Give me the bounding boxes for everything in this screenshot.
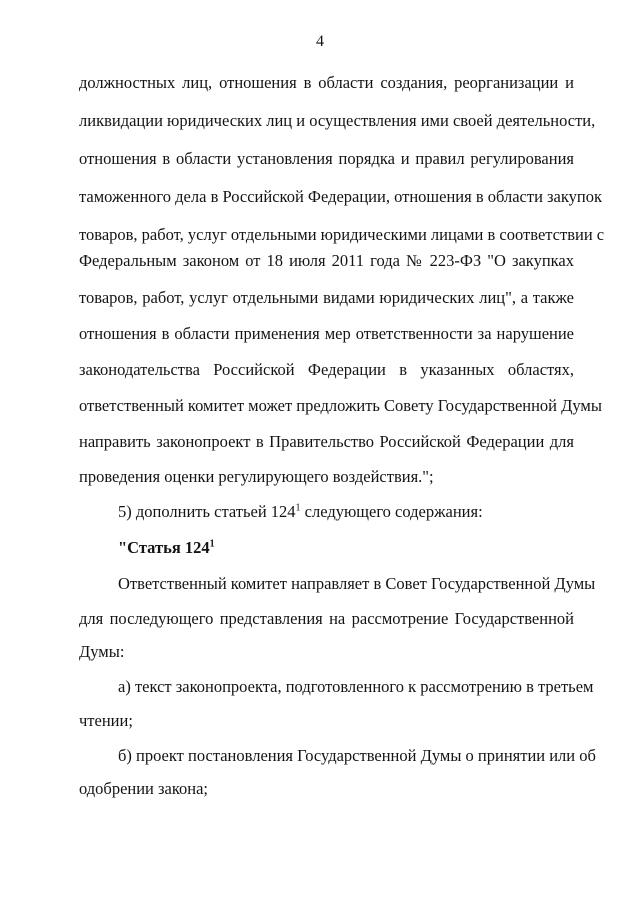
item-text: следующего содержания: — [300, 502, 483, 521]
text-line: а) текст законопроекта, подготовленного к рассмотрению в третьем — [118, 677, 594, 696]
text-line: чтении; — [79, 711, 133, 730]
item-text: 5) дополнить статьей 124 — [118, 502, 296, 521]
text-line: товаров, работ, услуг отдельными видами юридических лиц", а также — [79, 288, 574, 307]
text-line: направить законопроект в Правительство Российской Федерации для — [79, 432, 574, 451]
superscript: 1 — [295, 502, 301, 514]
text-line: Федеральным законом от 18 июля 2011 года № 223-ФЗ "О закупках — [79, 251, 574, 270]
text-line: ответственный комитет может предложить Совету Государственной Думы — [79, 396, 602, 415]
text-line: отношения в области установления порядка и правил регулирования — [79, 149, 574, 168]
heading-text: "Статья 124 — [118, 538, 210, 557]
page-number: 4 — [316, 33, 324, 50]
text-line: отношения в области применения мер ответственности за нарушение — [79, 324, 574, 343]
list-item-5 — [118, 502, 483, 522]
text-line: для последующего представления на рассмотрение Государственной — [79, 609, 574, 628]
text-line: проведения оценки регулирующего воздействия."; — [79, 467, 434, 486]
text-line: б) проект постановления Государственной Думы о принятии или об — [118, 746, 596, 765]
text-line: должностных лиц, отношения в области создания, реорганизации и — [79, 73, 574, 92]
superscript: 1 — [209, 538, 215, 550]
text-line: одобрении закона; — [79, 779, 209, 798]
text-line: Ответственный комитет направляет в Совет Государственной Думы — [118, 574, 596, 593]
article-heading — [118, 538, 215, 558]
text-line: таможенного дела в Российской Федерации, отношения в области закупок — [79, 187, 602, 206]
text-line: товаров, работ, услуг отдельными юридическими лицами в соответствии с — [79, 225, 605, 244]
text-line: законодательства Российской Федерации в указанных областях, — [79, 360, 574, 379]
text-line: Думы: — [79, 642, 125, 661]
text-line: ликвидации юридических лиц и осуществления ими своей деятельности, — [79, 111, 596, 130]
